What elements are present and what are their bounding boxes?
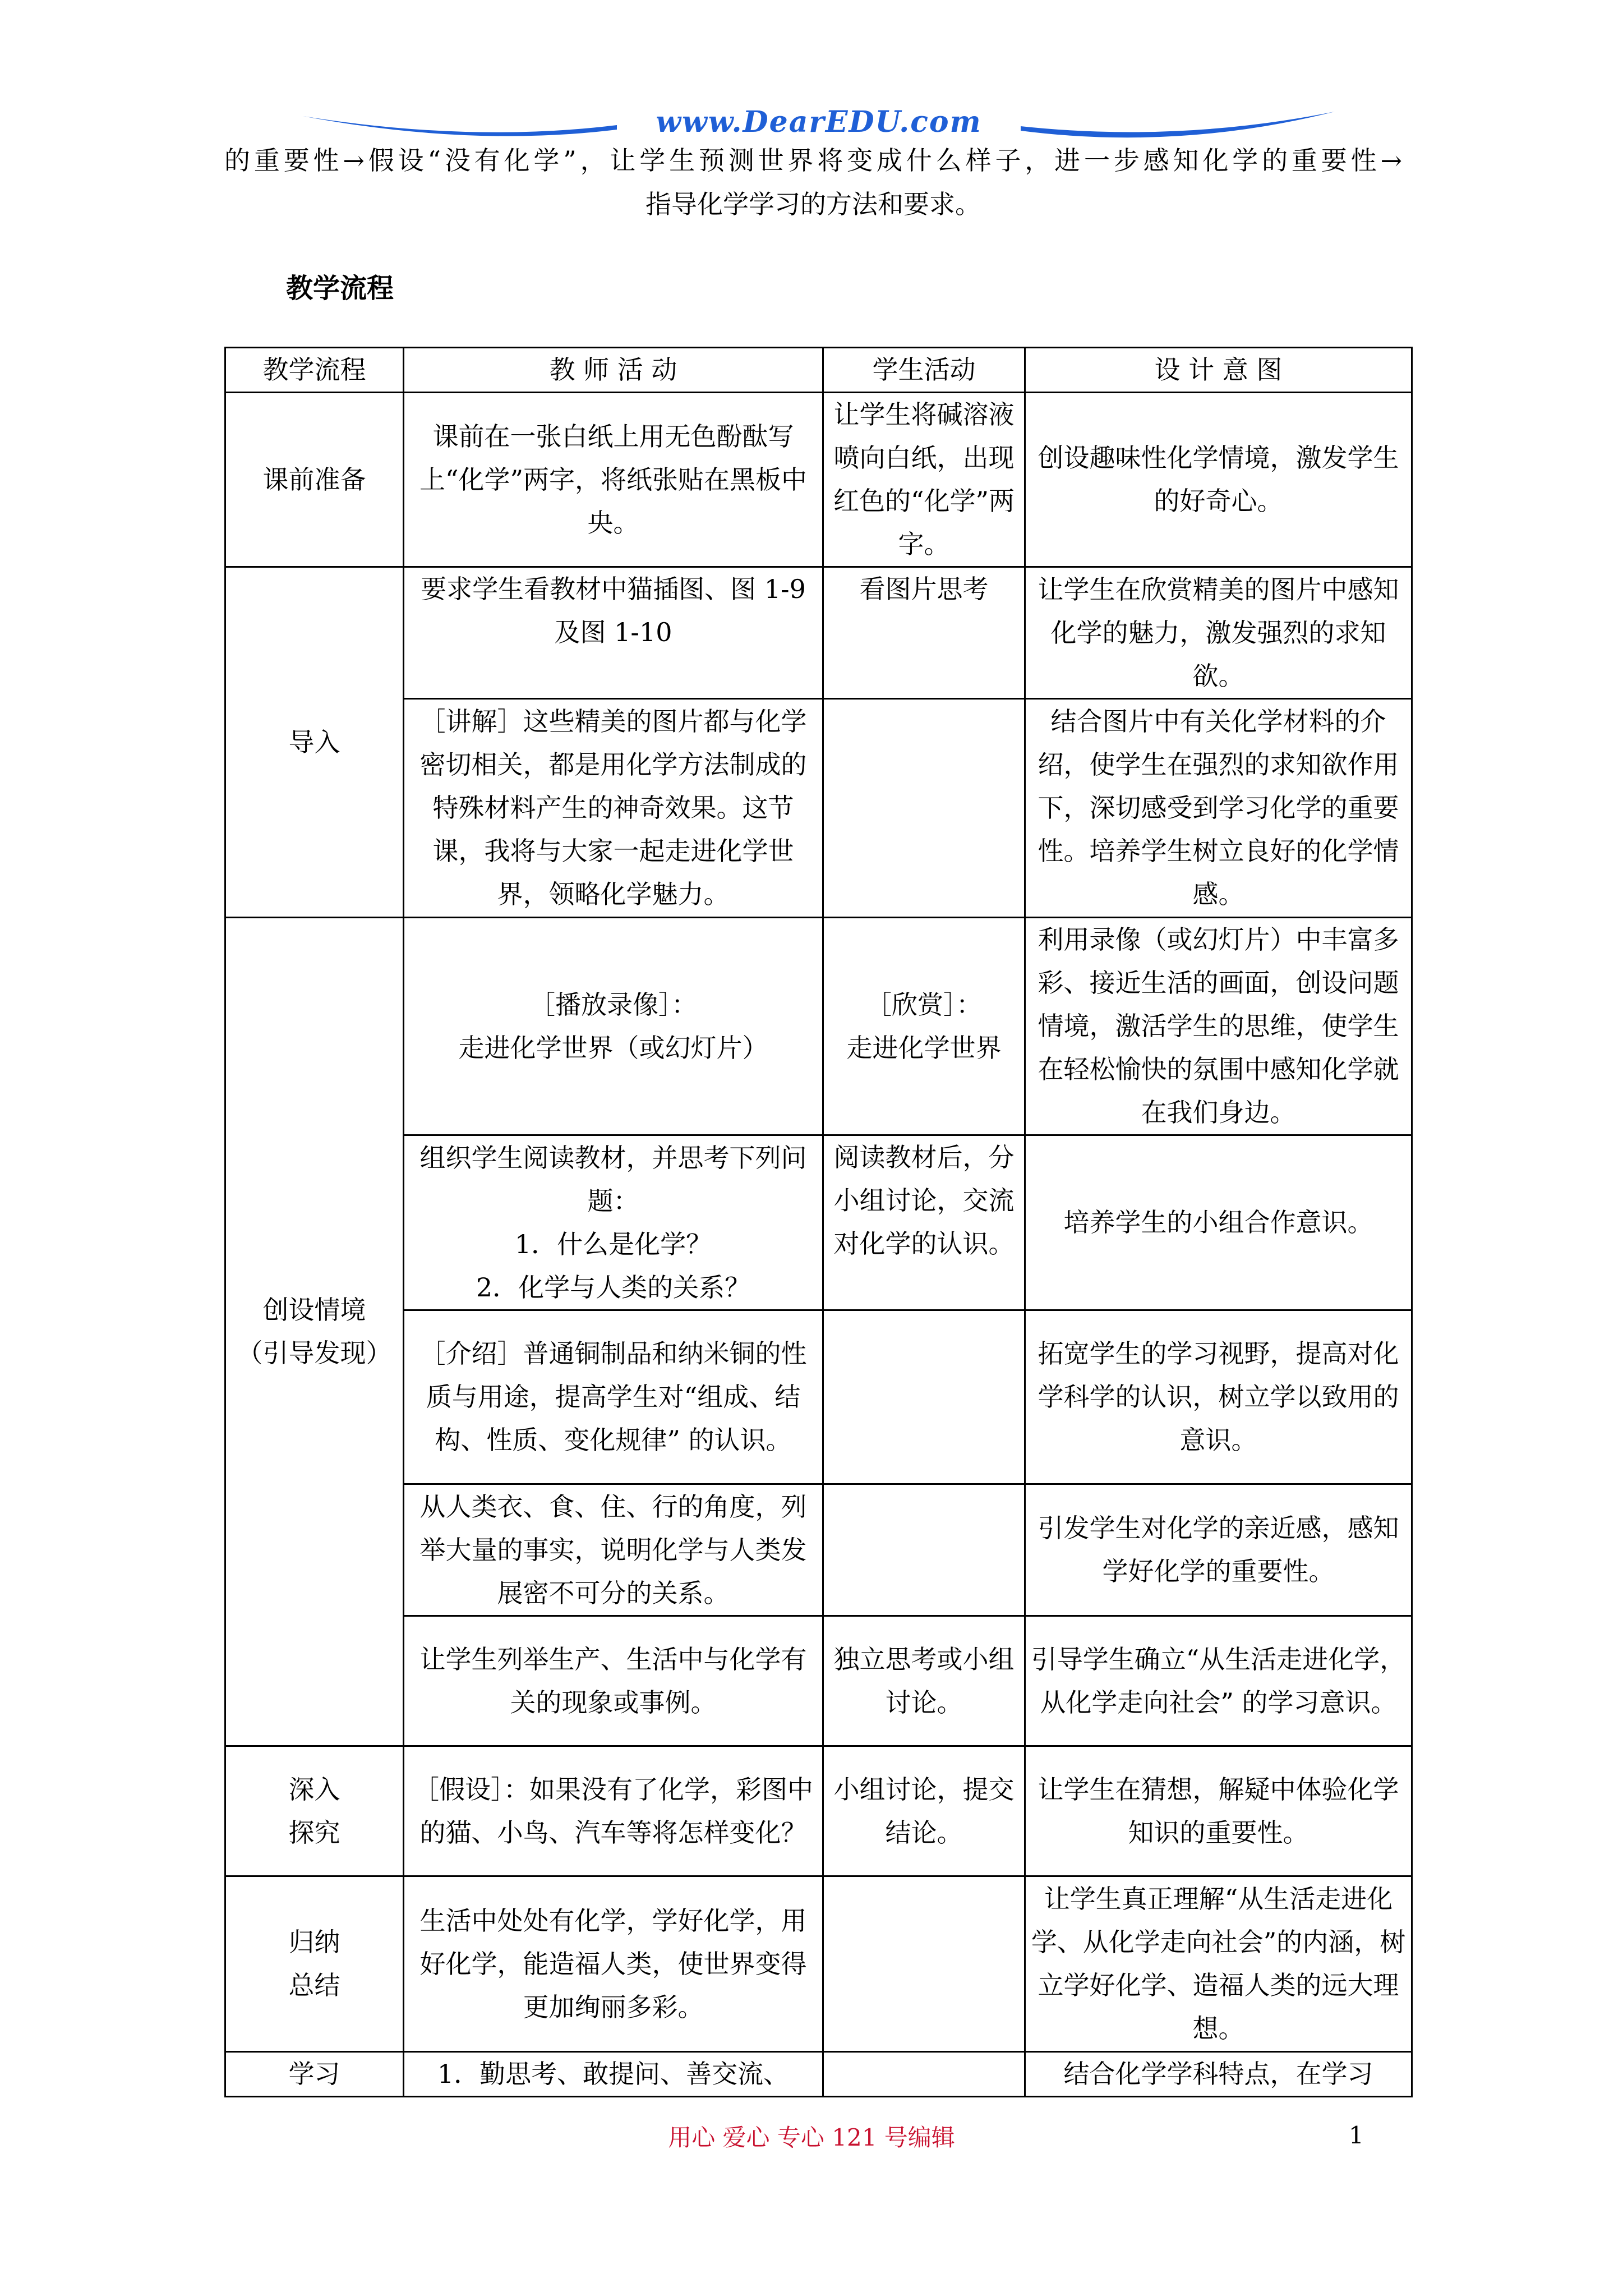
intro-line-2: 指导化学学习的方法和要求。 [645, 189, 981, 219]
teacher-text: 1．什么是化学？ [514, 1228, 712, 1259]
teacher-cell: 让学生列举生产、生活中与化学有关的现象或事例。 [404, 1616, 823, 1746]
teacher-cell: ［假设］：如果没有了化学，彩图中的猫、小鸟、汽车等将怎样变化？ [404, 1746, 823, 1876]
student-cell [823, 1484, 1025, 1616]
table-row [225, 1135, 1412, 1310]
student-cell [823, 699, 1025, 918]
stage-label: 创设情境 [262, 1295, 366, 1325]
student-cell [823, 918, 1025, 1135]
teacher-cell: 课前在一张白纸上用无色酚酞写上“化学”两字，将纸张贴在黑板中央。 [404, 393, 823, 567]
intent-cell: 让学生在欣赏精美的图片中感知化学的魅力，激发强烈的求知欲。 [1025, 567, 1412, 699]
teacher-cell [404, 918, 823, 1135]
intent-cell: 利用录像（或幻灯片）中丰富多彩、接近生活的画面，创设问题情境，激活学生的思维，使学生在轻松愉快的氛围中感知化学就在我们身边。 [1025, 918, 1412, 1135]
table-row [225, 2052, 1412, 2097]
stage-cell [225, 918, 404, 1746]
intro-line-1: 的重要性→假设“没有化学”，让学生预测世界将变成什么样子，进一步感知化学的重要性→ [224, 145, 1402, 176]
footer-text: 用心 爱心 专心 121 号编辑 [668, 2124, 955, 2151]
table-row [225, 1484, 1412, 1616]
student-cell: 小组讨论，提交结论。 [823, 1746, 1025, 1876]
logo-text: www.DearEDU.com [656, 105, 982, 139]
stage-cell: 课前准备 [225, 393, 404, 567]
student-cell [823, 2052, 1025, 2097]
col-header-stage: 教学流程 [225, 348, 404, 393]
teacher-text: ［播放录像］： [529, 989, 697, 1020]
teacher-cell: 1．勤思考、敢提问、善交流、 [404, 2052, 823, 2097]
student-cell: 看图片思考 [823, 567, 1025, 699]
intent-cell: 结合图片中有关化学材料的介绍，使学生在强烈的求知欲作用下，深切感受到学习化学的重要性。培养学生树立良好的化学情感。 [1025, 699, 1412, 918]
intent-cell: 让学生真正理解“从生活走进化学、从化学走向社会”的内涵，树立学好化学、造福人类的远大理想。 [1025, 1876, 1412, 2052]
intent-cell: 让学生在猜想，解疑中体验化学知识的重要性。 [1025, 1746, 1412, 1876]
intent-cell: 引发学生对化学的亲近感，感知学好化学的重要性。 [1025, 1484, 1412, 1616]
table-row [225, 918, 1412, 1135]
stage-label-sub: 探究 [288, 1817, 340, 1848]
stage-label: 深入 [288, 1774, 340, 1805]
table-row [225, 567, 1412, 699]
stage-label: 归纳 [288, 1927, 340, 1957]
table-row [225, 1746, 1412, 1876]
stage-label-sub: （引导发现） [237, 1338, 392, 1368]
intent-cell: 引导学生确立“从生活走进化学，从化学走向社会” 的学习意识。 [1025, 1616, 1412, 1746]
stage-cell [225, 1876, 404, 2052]
student-text: ［欣赏］： [866, 989, 982, 1020]
table-row [225, 699, 1412, 918]
stage-label-sub: 总结 [288, 1970, 340, 2000]
teacher-cell: 生活中处处有化学，学好化学，用好化学，能造福人类，使世界变得更加绚丽多彩。 [404, 1876, 823, 2052]
intent-cell: 拓宽学生的学习视野，提高对化学科学的认识，树立学以致用的意识。 [1025, 1310, 1412, 1484]
intent-cell: 创设趣味性化学情境，激发学生的好奇心。 [1025, 393, 1412, 567]
table-row [225, 1310, 1412, 1484]
col-header-intent: 设 计 意 图 [1025, 348, 1412, 393]
intent-cell: 培养学生的小组合作意识。 [1025, 1135, 1412, 1310]
student-text: 走进化学世界 [846, 1032, 1002, 1063]
stage-cell: 导入 [225, 567, 404, 918]
student-cell: 让学生将碱溶液喷向白纸，出现红色的“化学”两字。 [823, 393, 1025, 567]
table-header-row [225, 348, 1412, 393]
intent-cell: 结合化学学科特点，在学习 [1025, 2052, 1412, 2097]
teacher-text: 2．化学与人类的关系？ [476, 1272, 751, 1303]
student-cell [823, 1310, 1025, 1484]
teacher-cell [404, 1135, 823, 1310]
teacher-cell: ［讲解］这些精美的图片都与化学密切相关，都是用化学方法制成的特殊材料产生的神奇效果。这节课，我将与大家一起走进化学世界，领略化学魅力。 [404, 699, 823, 918]
teacher-cell: ［介绍］普通铜制品和纳米铜的性质与用途，提高学生对“组成、结构、性质、变化规律” 的认识。 [404, 1310, 823, 1484]
teacher-text: 组织学生阅读教材，并思考下列问题： [419, 1142, 807, 1216]
col-header-student: 学生活动 [823, 348, 1025, 393]
student-cell: 独立思考或小组讨论。 [823, 1616, 1025, 1746]
table-row [225, 393, 1412, 567]
teaching-flow-table [224, 347, 1413, 2097]
student-cell: 阅读教材后，分小组讨论，交流对化学的认识。 [823, 1135, 1025, 1310]
teacher-text: 走进化学世界（或幻灯片） [458, 1032, 768, 1063]
stage-cell: 学习 [225, 2052, 404, 2097]
page-number: 1 [1349, 2122, 1364, 2149]
teacher-cell: 从人类衣、食、住、行的角度，列举大量的事实，说明化学与人类发展密不可分的关系。 [404, 1484, 823, 1616]
student-cell [823, 1876, 1025, 2052]
col-header-teacher: 教 师 活 动 [404, 348, 823, 393]
section-title: 教学流程 [286, 273, 394, 304]
teacher-cell: 要求学生看教材中猫插图、图 1-9及图 1-10 [404, 567, 823, 699]
table-row [225, 1616, 1412, 1746]
table-row [225, 1876, 1412, 2052]
stage-cell [225, 1746, 404, 1876]
